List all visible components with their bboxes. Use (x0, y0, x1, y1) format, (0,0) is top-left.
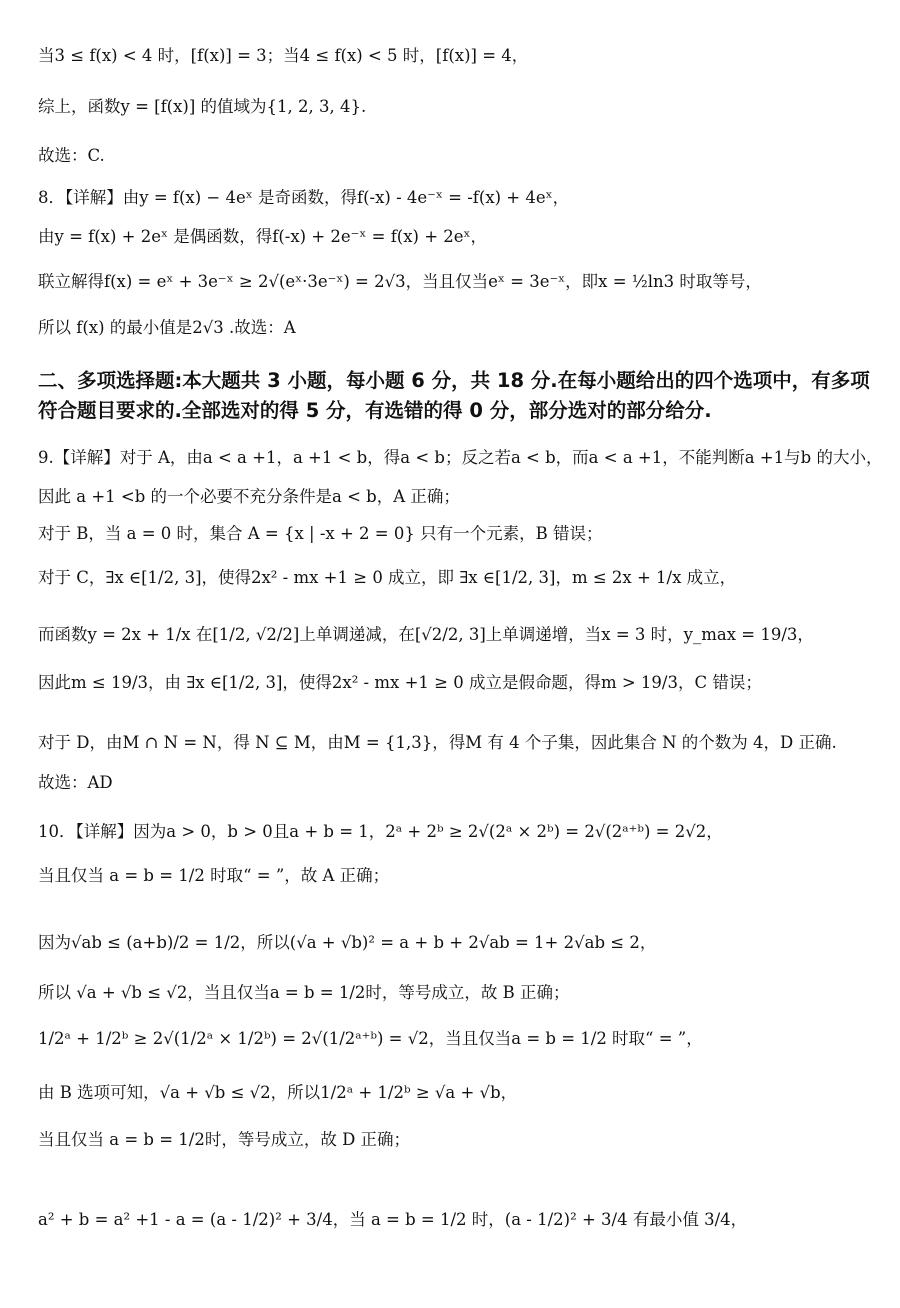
text-line: 因此 a +1 <b 的一个必要不充分条件是a < b，A 正确； (38, 487, 460, 506)
text-line: 由 B 选项可知，√a + √b ≤ √2，所以1/2ᵃ + 1/2ᵇ ≥ √a + √b， (38, 1083, 518, 1102)
text-line: 对于 D，由M ∩ N = N，得 N ⊆ M，由M = {1,3}，得M 有 4 个子集，因此集合 N 的个数为 4，D 正确. (38, 733, 837, 752)
text-line: 综上，函数y = [f(x)] 的值域为{1, 2, 3, 4}. (38, 97, 367, 116)
text-line: a² + b = a² +1 - a = (a - 1/2)² + 3/4，当 a = b = 1/2 时，(a - 1/2)² + 3/4 有最小值 3/4， (38, 1210, 748, 1229)
text-line: 10．【详解】因为a > 0，b > 0且a + b = 1，2ᵃ + 2ᵇ ≥ 2√(2ᵃ × 2ᵇ) = 2√(2ᵃ⁺ᵇ) = 2√2， (38, 822, 723, 841)
text-line: 当且仅当 a = b = 1/2 时取“ = ”，故 A 正确； (38, 866, 390, 885)
text-line: 所以 f(x) 的最小值是2√3 .故选：A (38, 318, 296, 337)
text-line: 对于 C，∃x ∈[1/2, 3]，使得2x² - mx +1 ≥ 0 成立，即 ∃x ∈[1/2, 3]，m ≤ 2x + 1/x 成立， (38, 568, 737, 587)
text-line: 对于 B，当 a = 0 时，集合 A = {x | -x + 2 = 0} 只有一个元素，B 错误； (38, 524, 603, 543)
text-line: 1/2ᵃ + 1/2ᵇ ≥ 2√(1/2ᵃ × 1/2ᵇ) = 2√(1/2ᵃ⁺ᵇ) = √2，当且仅当a = b = 1/2 时取“ = ”， (38, 1029, 703, 1048)
text-line: 联立解得f(x) = eˣ + 3e⁻ˣ ≥ 2√(eˣ·3e⁻ˣ) = 2√3，当且仅当eˣ = 3e⁻ˣ，即x = ½ln3 时取等号， (38, 272, 762, 291)
text-line: 故选：AD (38, 773, 113, 792)
text-line: 当3 ≤ f(x) < 4 时，[f(x)] = 3；当4 ≤ f(x) < 5 时，[f(x)] = 4， (38, 46, 529, 65)
text-line: 因为√ab ≤ (a+b)/2 = 1/2，所以(√a + √b)² = a + b + 2√ab = 1+ 2√ab ≤ 2， (38, 933, 657, 952)
text-line: 故选：C. (38, 146, 105, 165)
text-line: 9.【详解】对于 A，由a < a +1，a +1 < b，得a < b；反之若a < b，而a < a +1，不能判断a +1与b 的大小， (38, 448, 883, 467)
text-line: 因此m ≤ 19/3，由 ∃x ∈[1/2, 3]，使得2x² - mx +1 ≥ 0 成立是假命题，得m > 19/3，C 错误； (38, 673, 762, 692)
section-heading: 二、多项选择题:本大题共 3 小题，每小题 6 分，共 18 分.在每小题给出的四个选项中，有多项符合题目要求的.全部选对的得 5 分，有选错的得 0 分，部分选对的部分给分. (38, 369, 870, 423)
text-line: 而函数y = 2x + 1/x 在[1/2, √2/2]上单调递减，在[√2/2, 3]上单调递增，当x = 3 时，y_max = 19/3， (38, 625, 814, 644)
text-line: 8．【详解】由y = f(x) − 4eˣ 是奇函数，得f(-x) - 4e⁻ˣ = -f(x) + 4eˣ， (38, 188, 570, 207)
text-line: 当且仅当 a = b = 1/2时，等号成立，故 D 正确； (38, 1130, 411, 1149)
text-line: 由y = f(x) + 2eˣ 是偶函数，得f(-x) + 2e⁻ˣ = f(x) + 2eˣ， (38, 227, 488, 246)
text-line: 所以 √a + √b ≤ √2，当且仅当a = b = 1/2时，等号成立，故 B 正确； (38, 983, 570, 1002)
